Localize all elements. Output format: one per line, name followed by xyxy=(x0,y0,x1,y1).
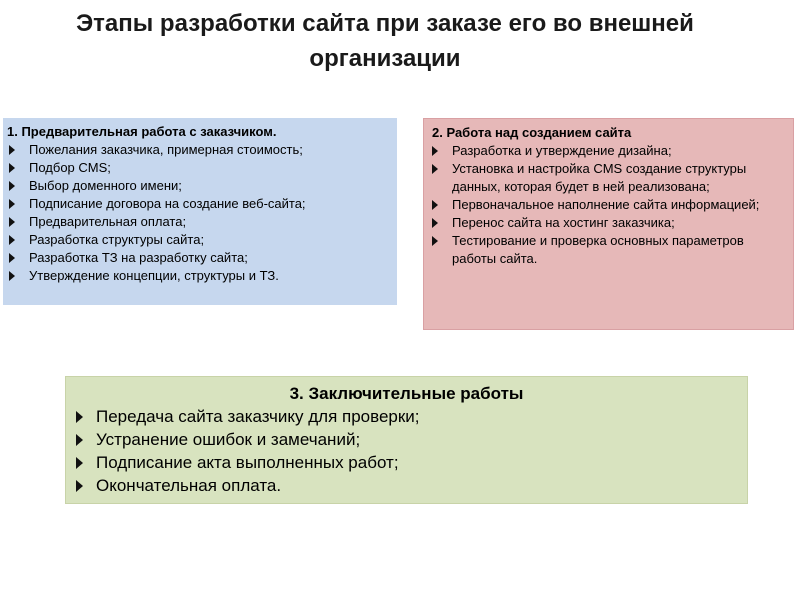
list-item-text: Устранение ошибок и замечаний; xyxy=(96,430,361,449)
list-item-text: Подписание акта выполненных работ; xyxy=(96,453,399,472)
page-title: Этапы разработки сайта при заказе его во внешней организации xyxy=(76,10,694,72)
stage-3-list xyxy=(74,405,739,497)
triangle-bullet-icon xyxy=(9,181,15,191)
stage-1-list xyxy=(7,141,393,285)
list-item-text: Пожелания заказчика, примерная стоимость; xyxy=(29,142,303,157)
list-item xyxy=(7,159,393,177)
list-item xyxy=(7,249,393,267)
list-item-text: Установка и настройка CMS создание структуры данных, которая будет в ней реализована; xyxy=(452,161,747,194)
list-item xyxy=(7,177,393,195)
stage-1-heading: 1. Предварительная работа с заказчиком. xyxy=(7,124,277,139)
list-item-text: Разработка и утверждение дизайна; xyxy=(452,143,672,158)
triangle-bullet-icon xyxy=(76,480,83,492)
triangle-bullet-icon xyxy=(432,200,438,210)
list-item xyxy=(430,160,787,196)
list-item-text: Разработка ТЗ на разработку сайта; xyxy=(29,250,248,265)
list-item-text: Первоначальное наполнение сайта информацией; xyxy=(452,197,760,212)
triangle-bullet-icon xyxy=(76,411,83,423)
list-item-text: Окончательная оплата. xyxy=(96,476,282,495)
triangle-bullet-icon xyxy=(9,199,15,209)
list-item xyxy=(430,196,787,214)
list-item xyxy=(74,405,739,428)
stage-2-panel xyxy=(423,118,794,330)
triangle-bullet-icon xyxy=(9,217,15,227)
stage-2-list xyxy=(430,142,787,268)
triangle-bullet-icon xyxy=(432,236,438,246)
triangle-bullet-icon xyxy=(9,145,15,155)
triangle-bullet-icon xyxy=(9,271,15,281)
triangle-bullet-icon xyxy=(76,434,83,446)
stage-3-panel xyxy=(65,376,748,504)
triangle-bullet-icon xyxy=(9,253,15,263)
list-item-text: Предварительная оплата; xyxy=(29,214,187,229)
triangle-bullet-icon xyxy=(432,146,438,156)
list-item-text: Перенос сайта на хостинг заказчика; xyxy=(452,215,675,230)
list-item-text: Выбор доменного имени; xyxy=(29,178,182,193)
list-item xyxy=(7,231,393,249)
list-item xyxy=(430,214,787,232)
stage-2-heading: 2. Работа над созданием сайта xyxy=(432,125,632,140)
list-item xyxy=(7,267,393,285)
list-item xyxy=(7,213,393,231)
list-item-text: Подписание договора на создание веб-сайта; xyxy=(29,196,306,211)
list-item-text: Подбор CMS; xyxy=(29,160,111,175)
list-item xyxy=(430,142,787,160)
triangle-bullet-icon xyxy=(432,164,438,174)
list-item-text: Передача сайта заказчику для проверки; xyxy=(96,407,420,426)
triangle-bullet-icon xyxy=(9,235,15,245)
list-item xyxy=(74,428,739,451)
triangle-bullet-icon xyxy=(76,457,83,469)
list-item-text: Тестирование и проверка основных параметров работы сайта. xyxy=(452,233,744,266)
triangle-bullet-icon xyxy=(432,218,438,228)
list-item-text: Утверждение концепции, структуры и ТЗ. xyxy=(29,268,279,283)
list-item-text: Разработка структуры сайта; xyxy=(29,232,205,247)
list-item xyxy=(74,474,739,497)
list-item xyxy=(7,141,393,159)
triangle-bullet-icon xyxy=(9,163,15,173)
list-item xyxy=(74,451,739,474)
list-item xyxy=(430,232,787,268)
stage-3-heading: 3. Заключительные работы xyxy=(289,384,524,403)
list-item xyxy=(7,195,393,213)
stage-1-panel xyxy=(3,118,397,305)
